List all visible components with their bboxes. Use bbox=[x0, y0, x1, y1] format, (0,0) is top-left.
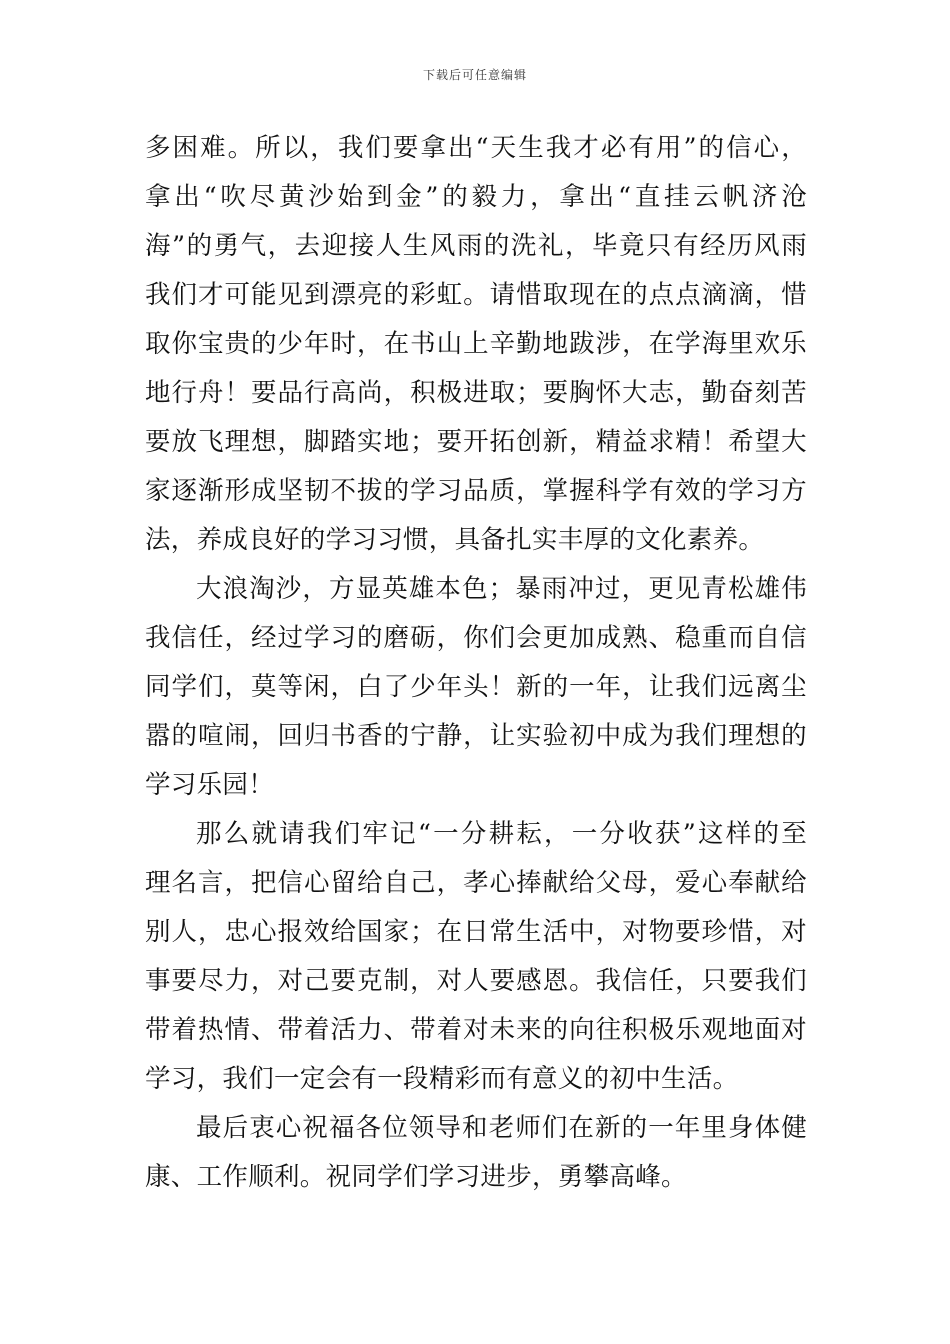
text-line: 学习乐园！ bbox=[145, 770, 275, 800]
text-line: 大浪淘沙，方显英雄本色；暴雨冲过，更见青松雄伟 bbox=[196, 574, 807, 604]
text-line: 多困难。所以，我们要拿出“天生我才必有用”的信心， bbox=[145, 133, 807, 163]
text-line: 理名言，把信心留给自己，孝心捧献给父母，爱心奉献给 bbox=[145, 868, 807, 898]
text-line: 最后衷心祝福各位领导和老师们在新的一年里身体健 bbox=[196, 1113, 807, 1143]
text-line: 要放飞理想，脚踏实地；要开拓创新，精益求精！希望大 bbox=[145, 427, 807, 457]
text-line: 地行舟！要品行高尚，积极进取；要胸怀大志，勤奋刻苦 bbox=[145, 378, 807, 408]
text-line: 海”的勇气，去迎接人生风雨的洗礼，毕竟只有经历风雨 bbox=[145, 231, 807, 261]
paragraph-2 bbox=[145, 565, 807, 810]
text-line: 家逐渐形成坚韧不拔的学习品质，掌握科学有效的学习方 bbox=[145, 476, 807, 506]
text-line: 我们才可能见到漂亮的彩虹。请惜取现在的点点滴滴，惜 bbox=[145, 280, 807, 310]
text-line: 学习，我们一定会有一段精彩而有意义的初中生活。 bbox=[145, 1064, 739, 1094]
paragraph-3 bbox=[145, 810, 807, 1104]
text-line: 我信任，经过学习的磨砺，你们会更加成熟、稳重而自信 bbox=[145, 623, 807, 653]
text-line: 康、工作顺利。祝同学们学习进步，勇攀高峰。 bbox=[145, 1162, 687, 1192]
paragraph-1 bbox=[145, 124, 807, 565]
text-line: 事要尽力，对己要克制，对人要感恩。我信任，只要我们 bbox=[145, 966, 807, 996]
text-line: 别人，忠心报效给国家；在日常生活中，对物要珍惜，对 bbox=[145, 917, 807, 947]
document-body bbox=[145, 124, 807, 1202]
text-line: 带着热情、带着活力、带着对未来的向往积极乐观地面对 bbox=[145, 1015, 807, 1045]
text-line: 那么就请我们牢记“一分耕耘，一分收获”这样的至 bbox=[196, 819, 807, 849]
text-line: 拿出“吹尽黄沙始到金”的毅力，拿出“直挂云帆济沧 bbox=[145, 182, 807, 212]
text-line: 法，养成良好的学习习惯，具备扎实丰厚的文化素养。 bbox=[145, 525, 765, 555]
text-line: 取你宝贵的少年时，在书山上辛勤地跋涉，在学海里欢乐 bbox=[145, 329, 807, 359]
text-line: 嚣的喧闹，回归书香的宁静，让实验初中成为我们理想的 bbox=[145, 721, 807, 751]
page-header: 下载后可任意编辑 bbox=[422, 68, 527, 82]
text-line: 同学们，莫等闲，白了少年头！新的一年，让我们远离尘 bbox=[145, 672, 807, 702]
paragraph-4 bbox=[145, 1104, 807, 1202]
